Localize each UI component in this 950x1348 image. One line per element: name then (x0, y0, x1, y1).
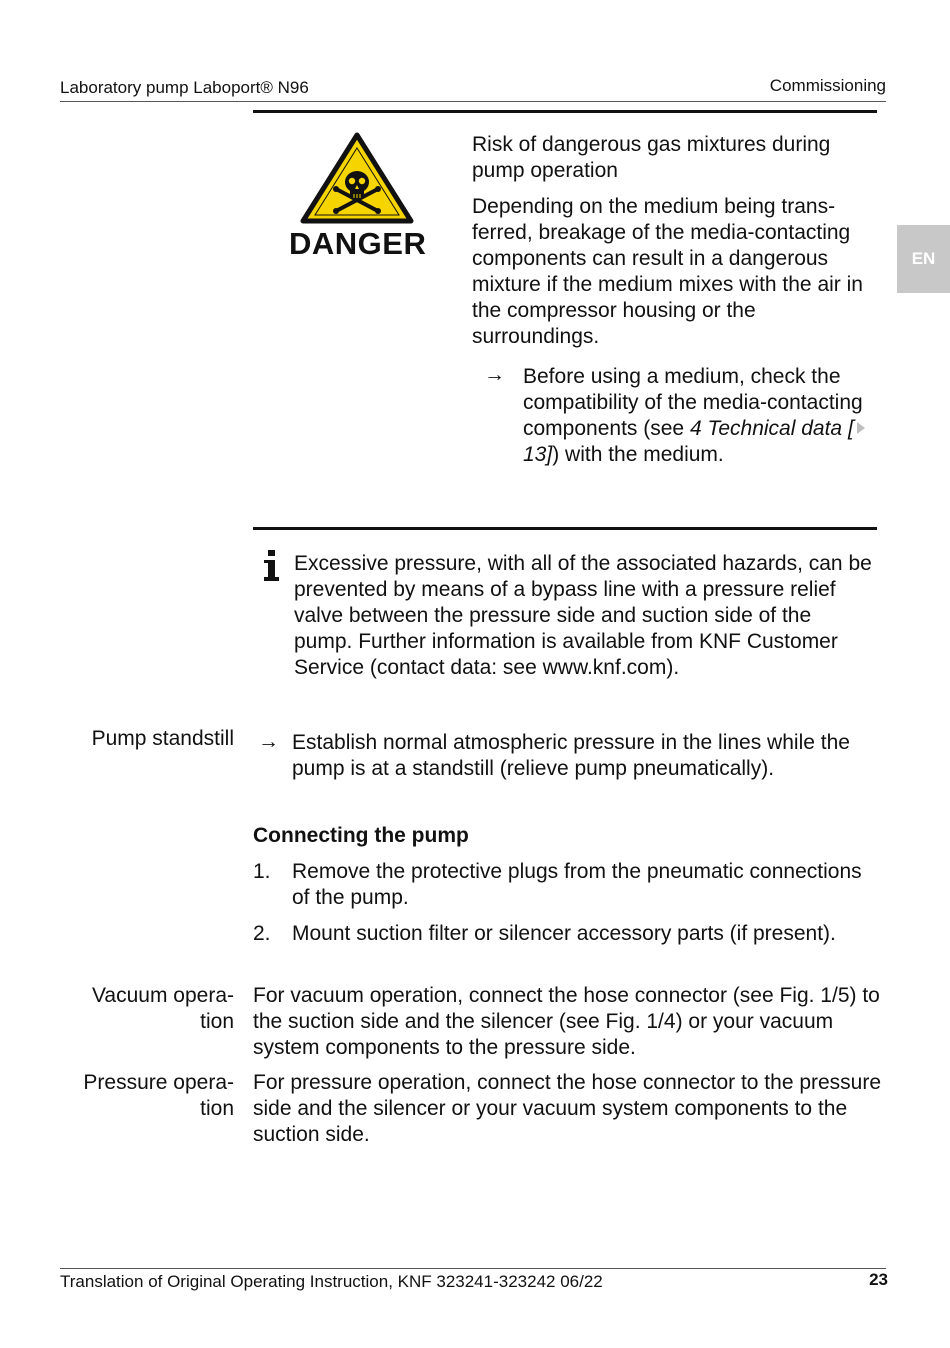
info-i-icon (262, 548, 282, 582)
step-text: Remove the protective plugs from the pneumatic connections of the pump. (292, 860, 862, 909)
vacuum-operation-label (40, 983, 234, 1035)
header-title: Laboratory pump Laboport® N96 (60, 78, 309, 97)
page-number: 23 (869, 1270, 888, 1289)
pressure-operation-label (40, 1070, 234, 1122)
pressure-label-line2: tion (200, 1097, 234, 1120)
danger-action (523, 364, 878, 468)
danger-bottom-rule (253, 527, 877, 530)
step-number: 1. (253, 860, 271, 883)
step-number: 2. (253, 922, 271, 945)
vacuum-operation-text: For vacuum operation, connect the hose connector (see Fig. 1/5) to the suction side and the silencer (see Fig. 1/4) or your vacuum system components to the pressure side. (253, 984, 880, 1059)
vacuum-label-line1: Vacuum opera- (91, 984, 234, 1007)
danger-action-before: Before using a medium, check the compatibility of the media-contacting components (see (523, 365, 863, 440)
step-text: Mount suction filter or silencer accessory parts (if present). (292, 922, 836, 945)
danger-title: Risk of dangerous gas mixtures during pump operation (472, 133, 831, 182)
footer-text: Translation of Original Operating Instruction, KNF 323241-323242 06/22 (60, 1272, 603, 1291)
danger-top-rule (253, 110, 877, 113)
danger-body: Depending on the medium being transferred, breakage of the media-contacting components can result in a dangerous mixture if the medium mixes with the air in the compressor housing or the surroundings. (472, 195, 863, 348)
pressure-label-line1: Pressure opera- (83, 1071, 234, 1094)
danger-action-after: ) with the medium. (552, 443, 724, 466)
pressure-operation-text: For pressure operation, connect the hose connector to the pressure side and the silencer or your vacuum system components to the suction side. (253, 1071, 882, 1146)
section-title: Connecting the pump (253, 824, 469, 847)
page-ref-triangle-icon (857, 422, 865, 434)
header-section: Commissioning (769, 76, 886, 95)
skull-crossbones-warning-icon (300, 132, 414, 224)
pump-standstill-label: Pump standstill (91, 727, 234, 750)
danger-signal-word: DANGER (289, 226, 427, 261)
info-text: Excessive pressure, with all of the associated hazards, can be prevented by means of a bypass line with a pressure relief valve between the pressure side and suction side of the pump. Further information is available from KNF Customer Service (contact data: see www.knf.com). (294, 552, 872, 679)
standstill-arrow-icon: → (258, 730, 279, 753)
technical-data-link[interactable]: 4 Technical data (689, 417, 843, 440)
language-tab[interactable]: EN (897, 225, 950, 293)
footer-divider (60, 1268, 886, 1269)
standstill-action-text: Establish normal atmospheric pressure in the lines while the pump is at a standstill (relieve pump pneumatically). (292, 731, 850, 780)
danger-action-arrow-icon: → (484, 363, 505, 386)
header-divider (60, 101, 886, 102)
vacuum-label-line2: tion (200, 1010, 234, 1033)
page-ref[interactable]: 13] (523, 443, 553, 466)
ref-bracket: [ (842, 417, 854, 440)
